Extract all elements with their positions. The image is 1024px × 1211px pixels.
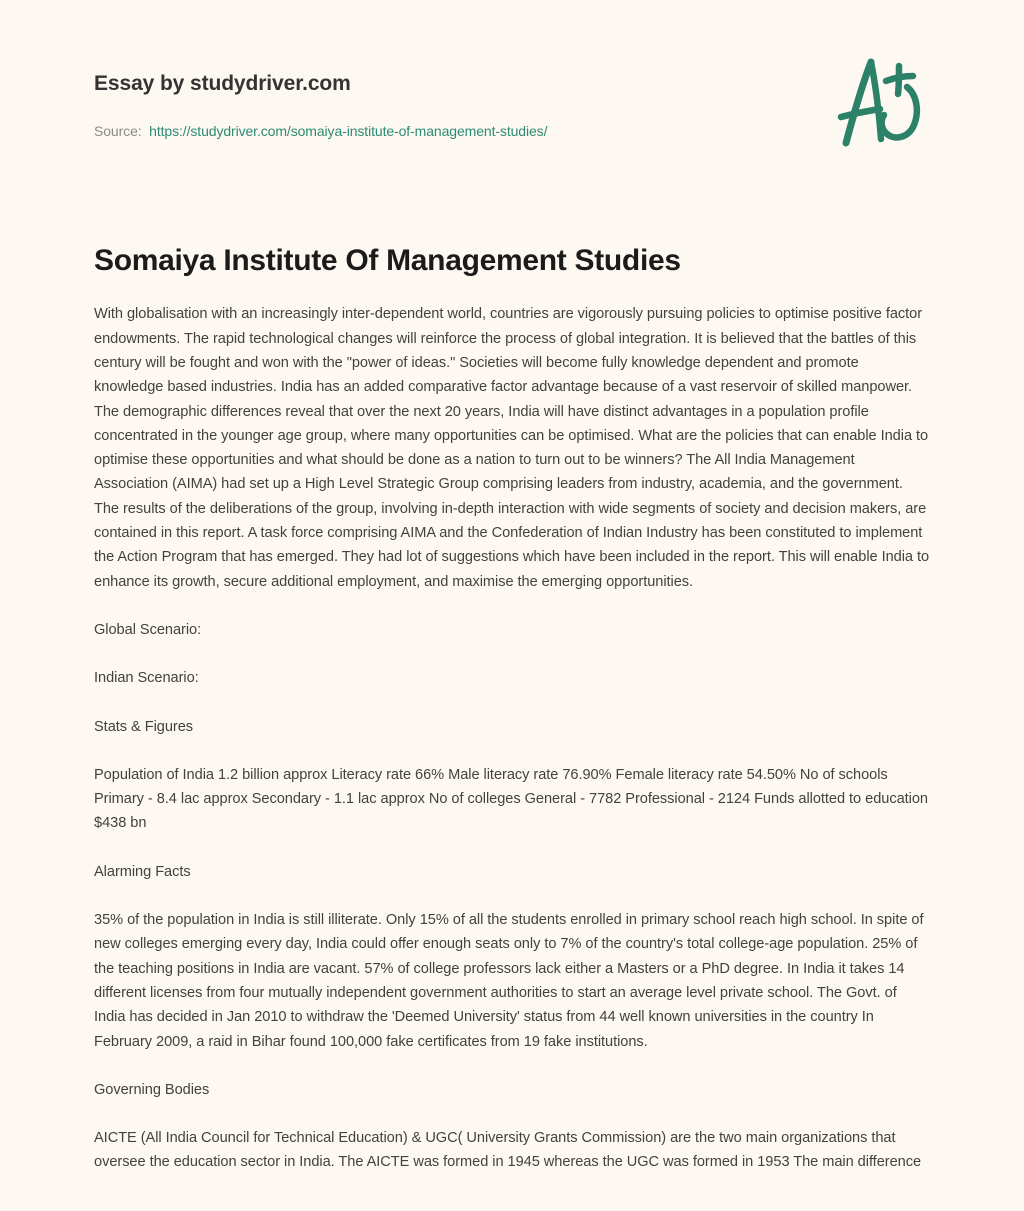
header-inner (94, 0, 930, 200)
studydriver-aplus-logo-icon (834, 55, 930, 155)
source-line (94, 123, 547, 139)
paragraph-intro: With globalisation with an increasingly inter-dependent world, countries are vigorously pursuing policies to optimise positive factor endowments. The rapid technological changes will reinforce the process of global integration. It is believed that the battles of this century will be fought and won with the "power of ideas." Societies will become fully knowledge dependent and promote knowledge based industries. India has an added comparative factor advantage because of a vast reservoir of skilled manpower. The demographic differences reveal that over the next 20 years, India will have distinct advantages in a population profile concentrated in the younger age group, where many opportunities can be optimised. What are the policies that can enable India to optimise these opportunities and what should be done as a nation to turn out to be winners? The All India Management Association (AIMA) had set up a High Level Strategic Group comprising leaders from industry, academia, and the government. The results of the deliberations of the group, involving in-depth interaction with wide segments of society and decision makers, are contained in this report. A task force comprising AIMA and the Confederation of Indian Industry has been constituted to implement the Action Program that has emerged. They had lot of suggestions which have been included in the report. This will enable India to enhance its growth, secure additional employment, and maximise the emerging opportunities. (94, 306, 930, 590)
page-header (0, 0, 1024, 200)
section-heading-alarming-facts: Alarming Facts (94, 863, 191, 880)
section-heading-governing-bodies: Governing Bodies (94, 1081, 210, 1098)
section-heading-global-scenario: Global Scenario: (94, 621, 202, 638)
page-title: Somaiya Institute Of Management Studies (94, 244, 681, 277)
source-label: Source: (94, 123, 142, 139)
paragraph-stats-figures: Population of India 1.2 billion approx Literacy rate 66% Male literacy rate 76.90% Female literacy rate 54.50% No of schools Primary - 8.4 lac approx Secondary - 1.1 lac approx No of colleges General - 7782 Professional - 2124 Funds allotted to education $438 bn (94, 766, 928, 832)
article-container (0, 200, 1024, 1175)
paragraph-governing-bodies: AICTE (All India Council for Technical Education) & UGC( University Grants Commission) are the two main organizations that oversee the education sector in India. The AICTE was formed in 1945 whereas the UGC was formed in 1953 The main difference (94, 1130, 922, 1171)
section-heading-stats-figures: Stats & Figures (94, 718, 194, 735)
section-heading-indian-scenario: Indian Scenario: (94, 670, 199, 687)
source-url-link[interactable]: https://studydriver.com/somaiya-institute-of-management-studies/ (149, 123, 548, 139)
byline: Essay by studydriver.com (94, 72, 351, 95)
paragraph-alarming-facts: 35% of the population in India is still illiterate. Only 15% of all the students enrolled in primary school reach high school. In spite of new colleges emerging every day, India could offer enough seats only to 7% of the country's total college-age population. 25% of the teaching positions in India are vacant. 57% of college professors lack either a Masters or a PhD degree. In India it takes 14 different licenses from four mutually independent government authorities to start an average level private school. The Govt. of India has decided in Jan 2010 to withdraw the 'Deemed University' status from 44 well known universities in the country In February 2009, a raid in Bihar found 100,000 fake certificates from 19 fake institutions. (94, 912, 924, 1050)
article-body (94, 280, 930, 1174)
